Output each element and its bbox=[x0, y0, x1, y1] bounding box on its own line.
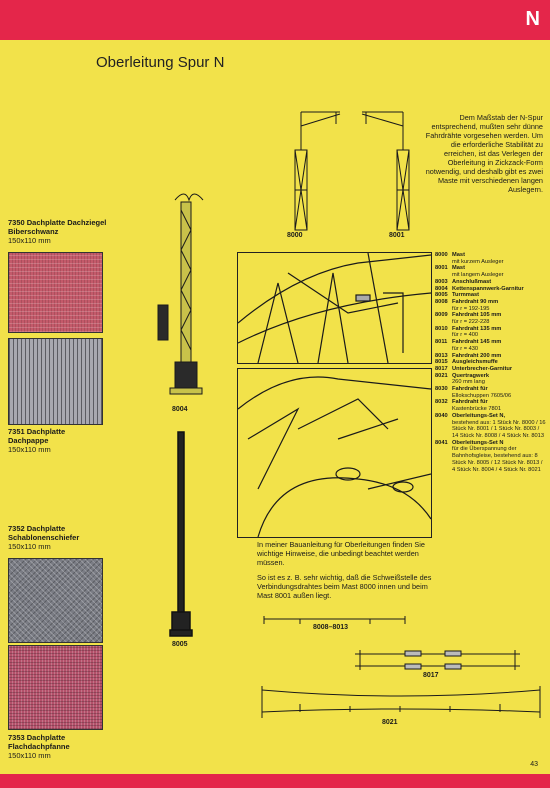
part-detail: für die Überspannung der Bahnhofsgleise, bestehend aus: 8 Stück Nr. 8005 / 12 Stück Nr. 8013 / 4 Stück Nr. 8004 / 4 Stück Nr. 8021 bbox=[452, 446, 543, 473]
sample-name: 7350 Dachplatte Dachziegel Biberschwanz bbox=[8, 218, 107, 236]
part-text bbox=[452, 292, 479, 299]
note-paragraph-2: So ist es z. B. sehr wichtig, daß die Schweißstelle des Verbindungsdrahtes beim Mast 8000 innen und beim Mast 8001 außen liegt. bbox=[257, 573, 432, 600]
part-detail: für r = 222-228 bbox=[452, 319, 490, 326]
part-name: Fahrdraht 145 mm bbox=[452, 339, 502, 346]
swatch-flachdachpfanne bbox=[8, 645, 103, 730]
part-row bbox=[435, 292, 547, 299]
part-name: Turmmast bbox=[452, 292, 480, 299]
part-text bbox=[452, 440, 547, 474]
page-title: Oberleitung Spur N bbox=[96, 54, 225, 71]
section-logo: N bbox=[525, 8, 540, 30]
part-number: 8040 bbox=[435, 412, 448, 419]
part-number: 8017 bbox=[435, 365, 448, 372]
label-wire-8008-8013: 8008–8013 bbox=[313, 624, 349, 631]
part-detail: bestehend aus: 1 Stück Nr. 8000 / 16 Stück Nr. 8001 / 1 Stück Nr. 8003 / 14 Stück Nr. 8008 / 4 Stück Nr. 8013 bbox=[452, 419, 546, 439]
sample-7352 bbox=[8, 524, 108, 551]
part-row bbox=[435, 265, 547, 278]
swatch-dachziegel bbox=[8, 252, 103, 333]
part-row bbox=[435, 440, 547, 474]
part-row bbox=[435, 366, 547, 373]
part-name: Fahrdraht 90 mm bbox=[452, 298, 499, 305]
part-text bbox=[452, 386, 511, 399]
part-name: Oberleitungs-Set N, bbox=[452, 412, 506, 419]
swatch-dachpappe bbox=[8, 338, 103, 425]
sample-name: 7352 Dachplatte Schablonenschiefer bbox=[8, 524, 80, 542]
part-row bbox=[435, 353, 547, 360]
part-number: 8004 bbox=[435, 285, 448, 292]
detail-illustration-upper bbox=[237, 252, 432, 364]
part-name: Fahrdraht für bbox=[452, 399, 488, 406]
sample-7350 bbox=[8, 218, 128, 245]
part-number: 8000 bbox=[435, 252, 448, 258]
part-row bbox=[435, 326, 547, 339]
sample-7351 bbox=[8, 427, 98, 454]
part-name: Mast bbox=[452, 252, 465, 258]
part-row bbox=[435, 373, 547, 386]
part-text bbox=[452, 339, 501, 352]
part-text bbox=[452, 399, 501, 412]
part-number: 8010 bbox=[435, 325, 448, 332]
catenary-detail-drawing bbox=[238, 253, 431, 363]
label-mast-8001: 8001 bbox=[389, 232, 405, 239]
part-row bbox=[435, 279, 547, 286]
label-mast-8005: 8005 bbox=[172, 641, 188, 648]
part-text bbox=[452, 359, 498, 366]
top-color-bar bbox=[0, 0, 550, 40]
part-row bbox=[435, 299, 547, 312]
part-detail: Kastenbrücke 7801 bbox=[452, 406, 502, 413]
swatch-schablonenschiefer bbox=[8, 558, 103, 643]
sample-7353 bbox=[8, 733, 108, 760]
part-number: 8001 bbox=[435, 265, 448, 272]
part-text bbox=[452, 312, 501, 325]
part-text bbox=[452, 326, 501, 339]
sample-name: 7353 Dachplatte Flachdachpfanne bbox=[8, 733, 70, 751]
part-name: Anschlußmast bbox=[452, 278, 492, 285]
part-number: 8005 bbox=[435, 292, 448, 299]
part-text bbox=[452, 279, 491, 286]
assembly-note bbox=[257, 540, 432, 606]
label-mast-8004: 8004 bbox=[172, 406, 188, 413]
part-text bbox=[452, 286, 524, 293]
part-detail: mit kurzem Ausleger bbox=[452, 258, 504, 265]
part-row bbox=[435, 386, 547, 399]
sample-size: 150x110 mm bbox=[8, 236, 51, 245]
part-text bbox=[452, 265, 504, 278]
sample-size: 150x110 mm bbox=[8, 445, 51, 454]
part-detail: Ellokschuppen 7605/06 bbox=[452, 392, 512, 399]
label-mast-8000: 8000 bbox=[287, 232, 303, 239]
part-number: 8008 bbox=[435, 298, 448, 305]
part-row bbox=[435, 339, 547, 352]
part-number: 8003 bbox=[435, 278, 448, 285]
part-name: Fahrdraht 200 mm bbox=[452, 352, 502, 359]
part-text bbox=[452, 299, 498, 312]
part-number: 8011 bbox=[435, 339, 448, 346]
part-row bbox=[435, 399, 547, 412]
part-name: Kettenspannwerk-Garnitur bbox=[452, 285, 524, 292]
part-number: 8032 bbox=[435, 399, 448, 406]
part-detail: für r = 400 bbox=[452, 332, 479, 339]
part-detail: 260 mm lang bbox=[452, 379, 485, 386]
part-text bbox=[452, 252, 504, 265]
sample-size: 150x110 mm bbox=[8, 751, 51, 760]
label-part-8021: 8021 bbox=[382, 719, 398, 726]
part-number: 8009 bbox=[435, 312, 448, 319]
part-number: 8015 bbox=[435, 359, 448, 366]
bottom-color-bar bbox=[0, 774, 550, 788]
part-name: Quertragwerk bbox=[452, 372, 489, 379]
sample-name: 7351 Dachplatte Dachpappe bbox=[8, 427, 66, 445]
part-number: 8013 bbox=[435, 352, 448, 359]
part-text bbox=[452, 373, 489, 386]
detail-illustration-lower bbox=[237, 368, 432, 538]
part-row bbox=[435, 252, 547, 265]
parts-list bbox=[435, 252, 547, 473]
tunnel-portal-drawing bbox=[238, 369, 431, 537]
page-number: 43 bbox=[530, 761, 538, 768]
part-detail: für r = 430 bbox=[452, 345, 479, 352]
part-row bbox=[435, 286, 547, 293]
part-detail: für r = 192-195 bbox=[452, 305, 490, 312]
label-part-8017: 8017 bbox=[423, 672, 439, 679]
part-name: Fahrdraht für bbox=[452, 386, 488, 393]
part-name: Unterbrecher-Garnitur bbox=[452, 365, 513, 372]
part-number: 8021 bbox=[435, 372, 448, 379]
part-name: Oberleitungs-Set N bbox=[452, 439, 504, 446]
sample-size: 150x110 mm bbox=[8, 542, 51, 551]
part-number: 8041 bbox=[435, 439, 448, 446]
part-name: Ausgleichsmuffe bbox=[452, 359, 498, 366]
part-row bbox=[435, 413, 547, 440]
part-number: 8030 bbox=[435, 386, 448, 393]
note-paragraph-1: In meiner Bauanleitung für Oberleitungen finden Sie wichtige Hinweise, die unbedingt beachtet werden müssen. bbox=[257, 540, 425, 567]
intro-text: Dem Maßstab der N-Spur entsprechend, mußten sehr dünne Fahrdrähte vorgesehen werden. Um die erforderliche Stabilität zu erreichen, ist das Verlegen der Oberleitung in Zickzack-Form notwendig, und deshalb gibt es zwei Maste mit verschiedenen langen Auslegern. bbox=[425, 113, 543, 194]
part-text bbox=[452, 353, 501, 360]
part-name: Mast bbox=[452, 265, 465, 272]
part-text bbox=[452, 366, 512, 373]
part-row bbox=[435, 359, 547, 366]
part-text bbox=[452, 413, 547, 440]
part-row bbox=[435, 312, 547, 325]
part-detail: mit langem Ausleger bbox=[452, 272, 504, 279]
part-name: Fahrdraht 135 mm bbox=[452, 325, 502, 332]
part-name: Fahrdraht 105 mm bbox=[452, 312, 502, 319]
